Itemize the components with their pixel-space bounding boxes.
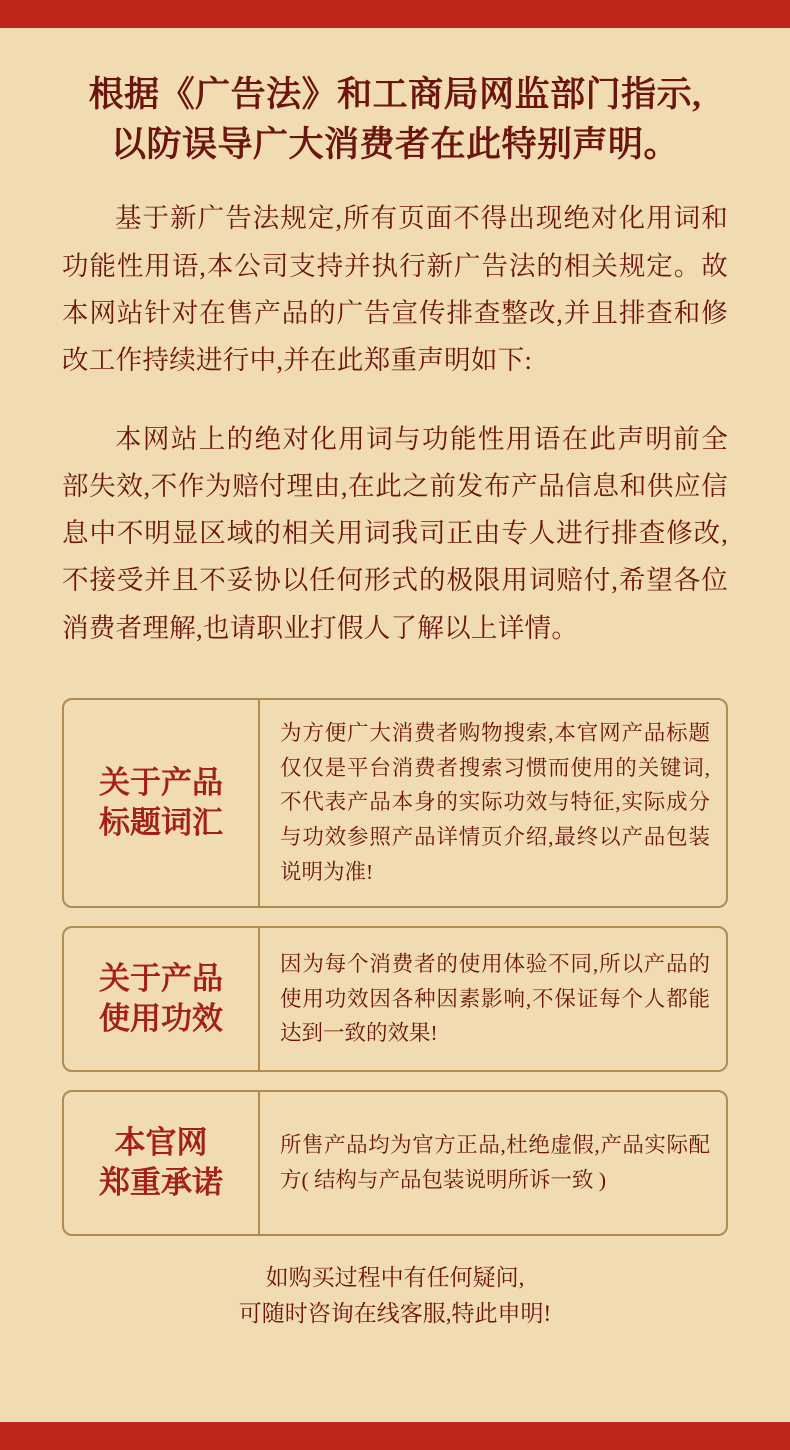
notice-card	[62, 698, 728, 908]
disclaimer-panel	[0, 28, 790, 1422]
notice-card-title	[64, 700, 260, 906]
notice-card-title-line2: 标题词汇	[99, 804, 223, 840]
top-red-band	[0, 0, 790, 28]
notice-card-body: 所售产品均为官方正品,杜绝虚假,产品实际配方( 结构与产品包装说明所诉一致 )	[280, 1133, 710, 1192]
notice-card-title-line1: 关于产品	[99, 961, 223, 997]
notice-card	[62, 1090, 728, 1236]
page-title	[62, 28, 728, 169]
notice-card	[62, 926, 728, 1072]
statement-paragraph-1: 基于新广告法规定,所有页面不得出现绝对化用词和功能性用语,本公司支持并执行新广告法的相关规定。故本网站针对在售产品的广告宣传排查整改,并且排查和修改工作持续进行中,并在此郑重声明如下:	[62, 203, 728, 375]
notice-card-title	[64, 1092, 260, 1234]
notice-card-title-line1: 本官网	[114, 1125, 208, 1161]
notice-card-title	[64, 928, 260, 1070]
statement-paragraph-2: 本网站上的绝对化用词与功能性用语在此声明前全部失效,不作为赔付理由,在此之前发布产品信息和供应信息中不明显区域的相关用词我司正由专人进行排查修改,不接受并且不妥协以任何形式的极限用词赔付,希望各位消费者理解,也请职业打假人了解以上详情。	[62, 424, 728, 643]
footer-note-line1: 如购买过程中有任何疑问,	[265, 1264, 525, 1290]
bottom-red-band	[0, 1422, 790, 1450]
notice-card-title-line2: 使用功效	[99, 1000, 223, 1036]
footer-note-line2: 可随时咨询在线客服,特此申明!	[238, 1301, 552, 1327]
page-title-line2: 以防误导广大消费者在此特别声明。	[110, 124, 679, 164]
page-title-line1: 根据《广告法》和工商局网监部门指示,	[88, 75, 702, 114]
notice-card-title-line1: 关于产品	[99, 765, 223, 801]
notice-card-title-line2: 郑重承诺	[99, 1164, 223, 1200]
notice-card-body: 因为每个消费者的使用体验不同,所以产品的使用功效因各种因素影响,不保证每个人都能达到一致的效果!	[280, 951, 710, 1046]
footer-note	[62, 1260, 728, 1333]
notice-card-body: 为方便广大消费者购物搜索,本官网产品标题仅仅是平台消费者搜索习惯而使用的关键词,不代表产品本身的实际功效与特征,实际成分与功效参照产品详情页介绍,最终以产品包装说明为准!	[280, 720, 710, 885]
notice-card-list	[62, 698, 728, 1236]
